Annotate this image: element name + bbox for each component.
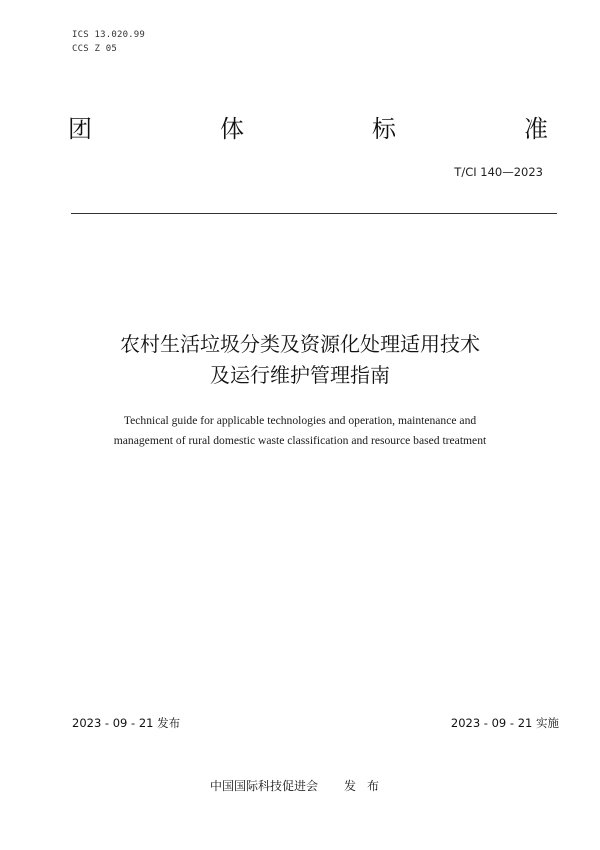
- standard-type-char: 准: [524, 115, 548, 143]
- english-title: [40, 411, 560, 451]
- implementation-date: 2023 - 09 - 21 实施: [450, 716, 559, 730]
- issue-date: 2023 - 09 - 21 发布: [72, 716, 181, 730]
- chinese-title-line: 及运行维护管理指南: [210, 363, 390, 387]
- ics-code: ICS 13.020.99: [72, 30, 146, 40]
- standard-type-char: 标: [372, 115, 396, 143]
- standard-type-heading: [68, 112, 548, 146]
- standard-type-char: 体: [220, 115, 244, 143]
- standard-number: T/CI 140—2023: [454, 165, 543, 179]
- classification-codes: [72, 28, 145, 56]
- publisher-organization: 中国国际科技促进会: [209, 779, 318, 793]
- publisher-line: [0, 778, 600, 794]
- standard-type-char: 团: [68, 115, 92, 143]
- chinese-title-line: 农村生活垃圾分类及资源化处理适用技术: [120, 332, 480, 356]
- publisher-action: 发布: [344, 779, 391, 793]
- ccs-code: CCS Z 05: [72, 44, 117, 54]
- header-divider: [71, 213, 557, 214]
- english-title-line: Technical guide for applicable technologies and operation, maintenance and: [123, 414, 477, 427]
- english-title-line: management of rural domestic waste classification and resource based treatment: [113, 434, 487, 447]
- chinese-title: [40, 329, 560, 391]
